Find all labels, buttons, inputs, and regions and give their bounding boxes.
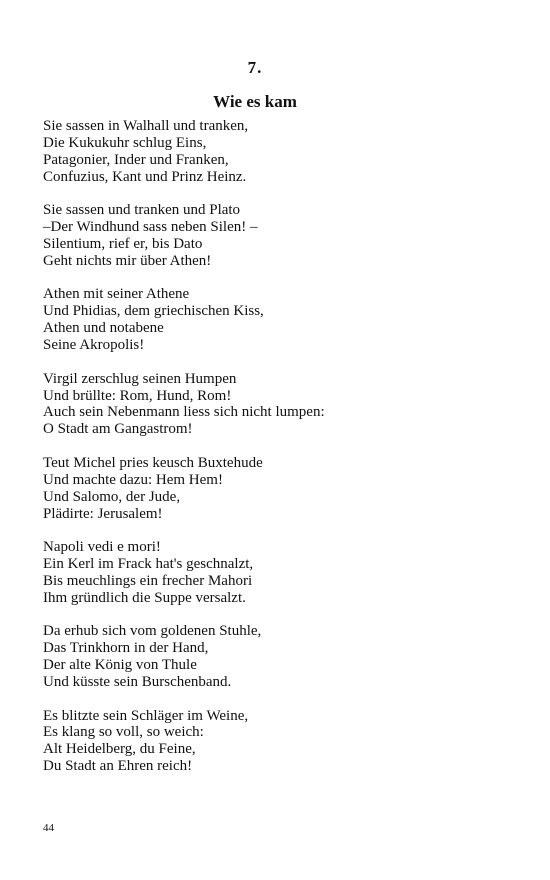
stanza [43,455,513,523]
poem-line: Teut Michel pries keusch Buxtehude [43,454,263,471]
poem-line: Und brüllte: Rom, Hund, Rom! [43,387,232,404]
poem-line: Es klang so voll, so weich: [43,724,204,741]
stanza [43,623,513,691]
poem-line: Und machte dazu: Hem Hem! [43,471,223,488]
stanza [43,118,513,186]
poem-line: Bis meuchlings ein frecher Mahori [43,572,253,589]
poem-line: Der alte König von Thule [43,657,197,674]
poem-line: Seine Akropolis! [43,337,145,354]
poem-line: Geht nichts mir über Athen! [43,252,212,269]
poem-line: Confuzius, Kant und Prinz Heinz. [43,168,247,185]
stanza [43,202,513,270]
poem-line: Alt Heidelberg, du Feine, [43,741,196,758]
poem-line: Patagonier, Inder und Franken, [43,151,229,168]
poem-line: Und Salomo, der Jude, [43,488,181,505]
stanza [43,539,513,607]
poem-line: Silentium, rief er, bis Dato [43,236,203,253]
page-number: 44 [43,822,54,834]
poem-line: Das Trinkhorn in der Hand, [43,640,209,657]
poem-line: O Stadt am Gangastrom! [43,421,193,438]
stanza [43,371,513,439]
poem-line: Ihm gründlich die Suppe versalzt. [43,589,246,606]
poem-line: Napoli vedi e mori! [43,539,161,556]
poem-line: Sie sassen und tranken und Plato [43,202,241,219]
poem-line: Die Kukukuhr schlug Eins, [43,134,207,151]
poem-line: Und Phidias, dem griechischen Kiss, [43,303,264,320]
poem-title: Wie es kam [213,92,297,111]
poem-line: Auch sein Nebenmann liess sich nicht lumpen: [43,404,325,421]
poem-line: Athen und notabene [43,320,164,337]
poem-line: Virgil zerschlug seinen Humpen [43,370,237,387]
poem-line: Du Stadt an Ehren reich! [43,758,193,775]
stanza [43,286,513,354]
poem-line: Es blitzte sein Schläger im Weine, [43,707,249,724]
poem-line: Plädirte: Jerusalem! [43,505,163,522]
poem-line: Da erhub sich vom goldenen Stuhle, [43,623,262,640]
poem-line: Und küsste sein Burschenband. [43,674,232,691]
poem-line: Sie sassen in Walhall und tranken, [43,118,249,134]
poem-line: Athen mit seiner Athene [43,286,190,303]
poem-line: –Der Windhund sass neben Silen! – [43,219,258,236]
stanza [43,708,513,776]
chapter-number: 7. [247,58,263,77]
poem-line: Ein Kerl im Frack hat's geschnalzt, [43,556,254,572]
poem-body [43,118,513,792]
